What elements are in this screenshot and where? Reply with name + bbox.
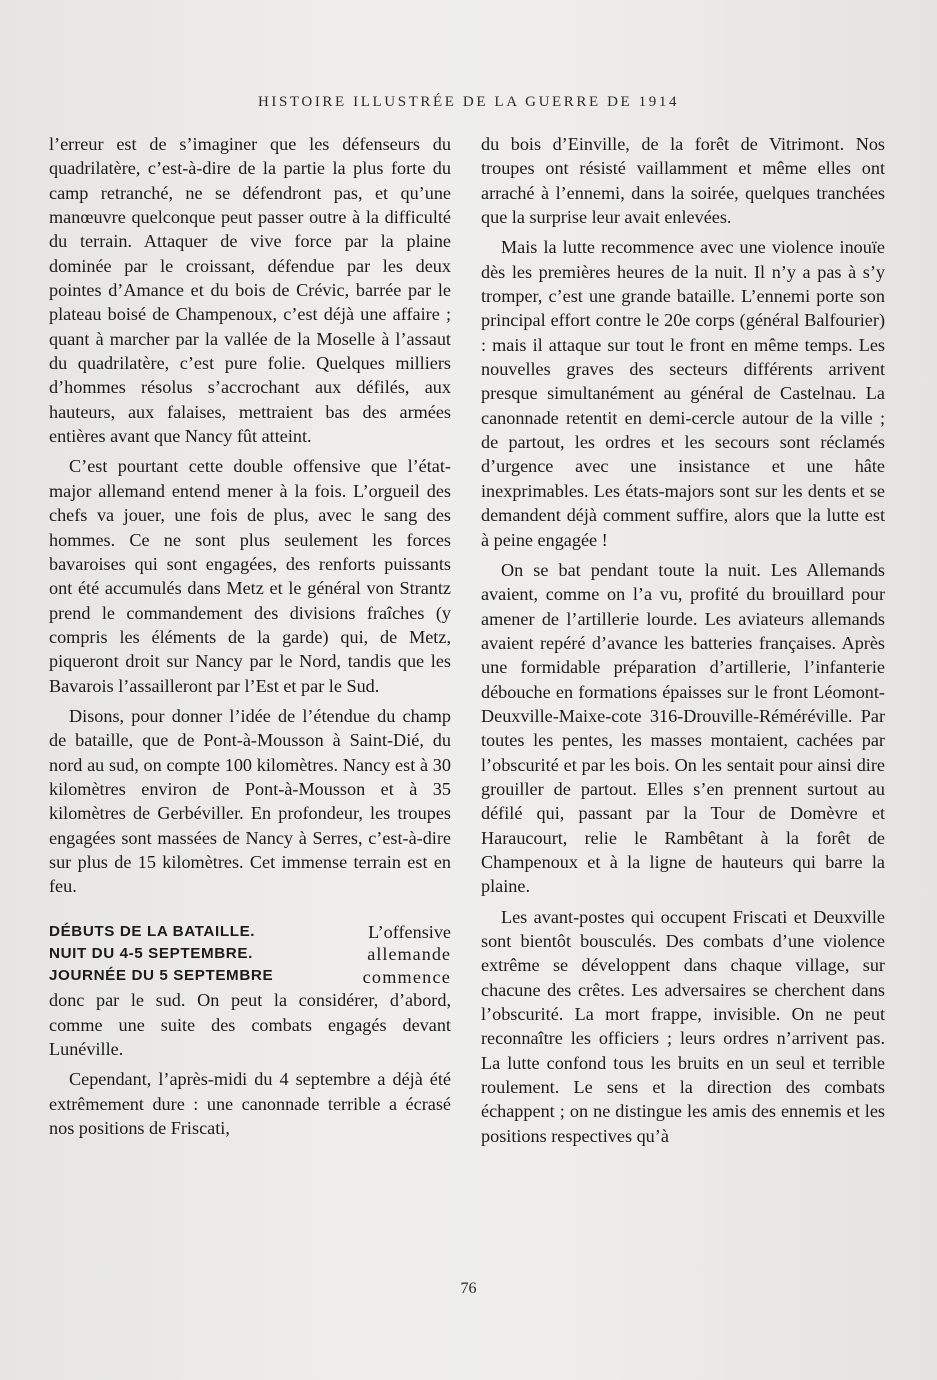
page-number: 76: [460, 1280, 477, 1297]
section-heading: [49, 921, 451, 989]
left-column: [49, 132, 451, 1146]
run-in-line: L’offensive: [368, 921, 451, 942]
paragraph: du bois d’Einville, de la forêt de Vitrimont. Nos troupes ont résisté vaillamment et même elles ont arraché à l’ennemi, dans la soirée, quelques tranchées que la surprise leur avait enlevées.: [481, 134, 885, 228]
heading-line: DÉBUTS DE LA BATAILLE.: [49, 922, 256, 940]
section-heading-caps: [49, 921, 319, 987]
run-in-line: allemande: [367, 944, 451, 965]
paragraph: l’erreur est de s’imaginer que les défenseurs du quadrilatère, c’est-à-dire de la partie la plus forte du camp retranché, ne se défendront pas, et qu’une manœuvre quelconque peut passer outre à la difficulté du terrain. Attaquer de vive force par la plaine dominée par le croissant, défendue par les deux pointes d’Amance et du bois de Crévic, barrée par le plateau boisé de Champenoux, c’est déjà une affaire ; quant à marcher par la vallée de la Moselle à l’assaut du quadrilatère, c’est pure folie. Quelques milliers d’hommes résolus s’accrochant aux défilés, aux hauteurs, aux falaises, mettraient bas des armées entières avant que Nancy fût atteint.: [49, 134, 451, 447]
right-column: [481, 132, 885, 1154]
paragraph: On se bat pendant toute la nuit. Les Allemands avaient, comme on l’a vu, profité du brouillard pour amener de l’artillerie lourde. Les aviateurs allemands avaient repéré d’avance les batteries françaises. Après une formidable préparation d’artillerie, l’infanterie débouche en formations épaisses sur le front Léomont-Deuxville-Maixe-cote 316-Drouville-Réméréville. Par toutes les pentes, les masses montaient, cachées par l’obscurité et par les bois. On les sentait pour ainsi dire grouiller de partout. Elles s’en prennent surtout au défilé qui, passant par la Tour de Domèvre et Haraucourt, relie le Rambêtant à la forêt de Champenoux et à la ligne de hauteurs qui barre la plaine.: [481, 559, 885, 897]
paragraph: Mais la lutte recommence avec une violence inouïe dès les premières heures de la nuit. Il n’y a pas à s’y tromper, c’est une grande bataille. L’ennemi porte son principal effort contre le 20e corps (général Balfourier) : mais il attaque sur tout le front en même temps. Les nouvelles graves des secteurs différents arrivent presque simultanément au général de Castelnau. La canonnade retentit en demi-cercle autour de la ville ; de partout, les ordres et les secours sont réclamés d’urgence avec une insistance et une hâte inexprimables. Les états-majors sont sur les dents et se demandent déjà comment suffire, alors que la lutte est à peine engagée !: [481, 237, 885, 550]
heading-line: NUIT DU 4-5 SEPTEMBRE.: [49, 944, 253, 962]
run-in-text: [351, 921, 451, 989]
paragraph: donc par le sud. On peut la considérer, d’abord, comme une suite des combats engagés devant Lunéville.: [49, 990, 451, 1059]
paragraph: Cependant, l’après-midi du 4 septembre a déjà été extrêmement dure : une canonnade terrible a écrasé nos positions de Friscati,: [49, 1069, 451, 1138]
paragraph: Les avant-postes qui occupent Friscati et Deuxville sont bientôt bousculés. Des combats d’une violence extrême se développent dans chaque village, sur chacune des crêtes. Les adversaires se cherchent dans l’obscurité. La mort frappe, invisible. On ne peut reconnaître les officiers ; leurs ordres n’arrivent pas. La lutte confond tous les bruits en un seul et terrible roulement. Le sens et la direction des combats échappent ; on ne distingue les amis des ennemis et les positions respectives qu’à: [481, 906, 885, 1146]
heading-line: JOURNÉE DU 5 SEPTEMBRE: [49, 966, 274, 984]
paragraph: C’est pourtant cette double offensive que l’état-major allemand entend mener à la fois. L’orgueil des chefs va jouer, une fois de plus, avec le sang des hommes. Ce ne sont plus seulement les forces bavaroises qui sont engagées, des renforts puissants ont été accumulés dans Metz et le général von Strantz prend le commandement des divisions fraîches (y compris les éléments de la garde) qui, de Metz, piqueront droit sur Nancy par le Nord, tandis que les Bavarois l’assailleront par l’Est et par le Sud.: [49, 456, 451, 696]
run-in-line: commence: [362, 966, 451, 987]
paragraph: Disons, pour donner l’idée de l’étendue du champ de bataille, que de Pont-à-Mousson à Saint-Dié, du nord au sud, on compte 100 kilomètres. Nancy est à 30 kilomètres environ de Pont-à-Mousson et à 35 kilomètres de Gerbéviller. En profondeur, les troupes engagées sont massées de Nancy à Serres, c’est-à-dire sur plus de 15 kilomètres. Cet immense terrain est en feu.: [49, 705, 451, 897]
running-head: HISTOIRE ILLUSTRÉE DE LA GUERRE DE 1914: [257, 94, 680, 110]
